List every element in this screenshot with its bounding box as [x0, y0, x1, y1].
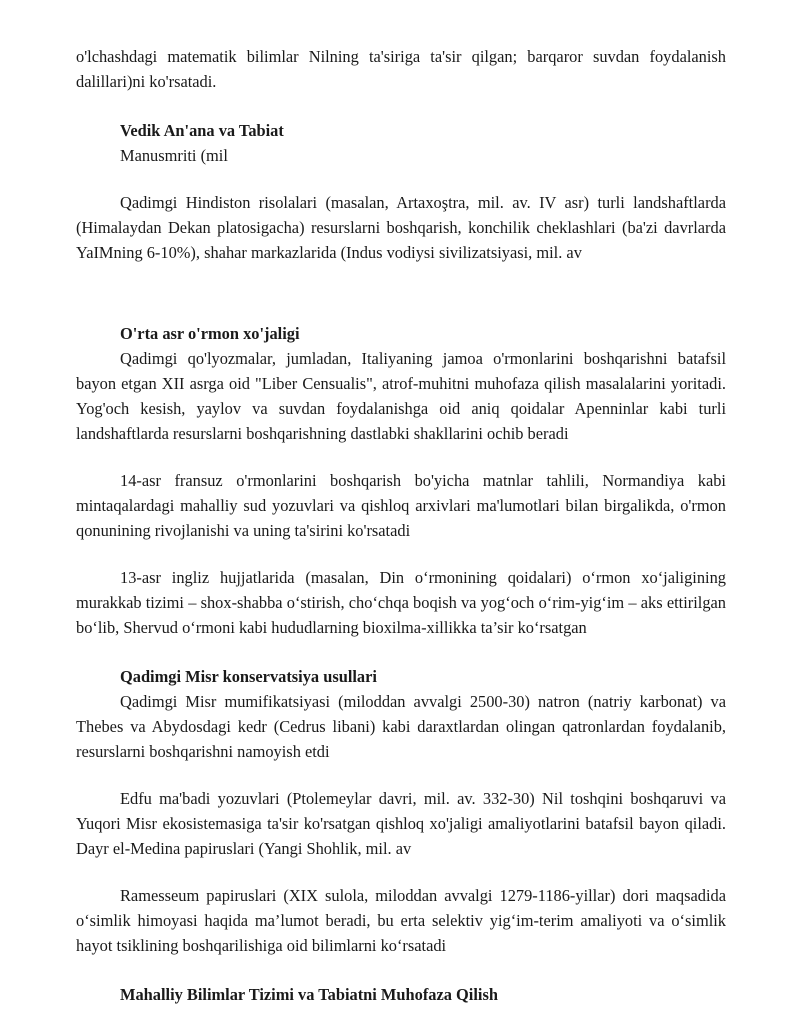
section-misr — [76, 664, 726, 764]
paragraph-continuation: o'lchashdagi matematik bilimlar Nilning ta'siriga ta'sir qilgan; barqaror suvdan foydalanish dalillari)ni ko'rsatadi. — [76, 47, 726, 91]
paragraph-hindiston: Qadimgi Hindiston risolalari (masalan, Artaxoştra, mil. av. IV asr) turli landshaftlarda (Himalaydan Dekan platosigacha) resurslarni boshqarish, konchilik cheklashlari (ba'zi davrlarda YaIMning 6-10%), shahar markazlarida (Indus vodiysi sivilizatsiyasi, mil. av — [76, 193, 726, 262]
paragraph-edfu: Edfu ma'badi yozuvlari (Ptolemeylar davri, mil. av. 332-30) Nil toshqini boshqaruvi va Yuqori Misr ekosistemasiga ta'sir ko'rsatgan qishloq xo'jaligi amaliyotlarini batafsil bayon qiladi. Dayr el-Medina papiruslari (Yangi Shohlik, mil. av — [76, 789, 726, 858]
document-page — [76, 44, 726, 1007]
paragraph-ingliz: 13-asr ingliz hujjatlarida (masalan, Din o‘rmonining qoidalari) o‘rmon xo‘jaligining murakkab tizimi – shox-shabba o‘stirish, cho‘chqa boqish va yog‘och o‘rim-yig‘im – aks ettirilgan bo‘lib, Shervud o‘rmoni kabi hududlarning bioxilma-xillikka ta’sir ko‘rsatgan — [76, 568, 726, 637]
paragraph-ramesseum: Ramesseum papiruslari (XIX sulola, miloddan avvalgi 1279-1186-yillar) dori maqsadida o‘simlik himoyasi haqida ma’lumot beradi, bu erta selektiv yig‘im-terim amaliyoti va o‘simlik hayot tsiklining boshqarilishiga oid bilimlarni ko‘rsatadi — [76, 886, 726, 955]
section-heading-vedik: Vedik An'ana va Tabiat — [120, 121, 284, 140]
section-heading-misr: Qadimgi Misr konservatsiya usullari — [120, 667, 377, 686]
section-mahalliy — [76, 982, 726, 1007]
paragraph-liber-censualis: Qadimgi qo'lyozmalar, jumladan, Italiyaning jamoa o'rmonlarini boshqarishni batafsil bayon etgan XII asrga oid "Liber Censualis", atrof-muhitni muhofaza qilish masalalarini yoritadi. Yog'och kesish, yaylov va suvdan foydalanishga oid aniq qoidalar Apenninlar kabi turli landshaftlarda resurslarni boshqarishning dastlabki shakllarini ochib beradi — [76, 349, 726, 443]
section-ortaasr — [76, 321, 726, 446]
section-heading-mahalliy: Mahalliy Bilimlar Tizimi va Tabiatni Muhofaza Qilish — [120, 985, 498, 1004]
paragraph-fransuz: 14-asr fransuz o'rmonlarini boshqarish bo'yicha matnlar tahlili, Normandiya kabi mintaqalardagi mahalliy sud yozuvlari va qishloq arxivlari ma'lumotlari bilan birgalikda, o'rmon qonunining rivojlanishi va uning ta'sirini ko'rsatadi — [76, 471, 726, 540]
paragraph-mumifikatsiya: Qadimgi Misr mumifikatsiyasi (miloddan avvalgi 2500-30) natron (natriy karbonat) va Thebes va Abydosdagi kedr (Cedrus libani) kabi daraxtlardan olingan qatronlardan foydalanib, resurslarni boshqarishni namoyish etdi — [76, 692, 726, 761]
section-heading-ortaasr: O'rta asr o'rmon xo'jaligi — [120, 324, 300, 343]
section-vedik — [76, 118, 726, 168]
subheading-manusmriti: Manusmriti (mil — [120, 146, 228, 165]
